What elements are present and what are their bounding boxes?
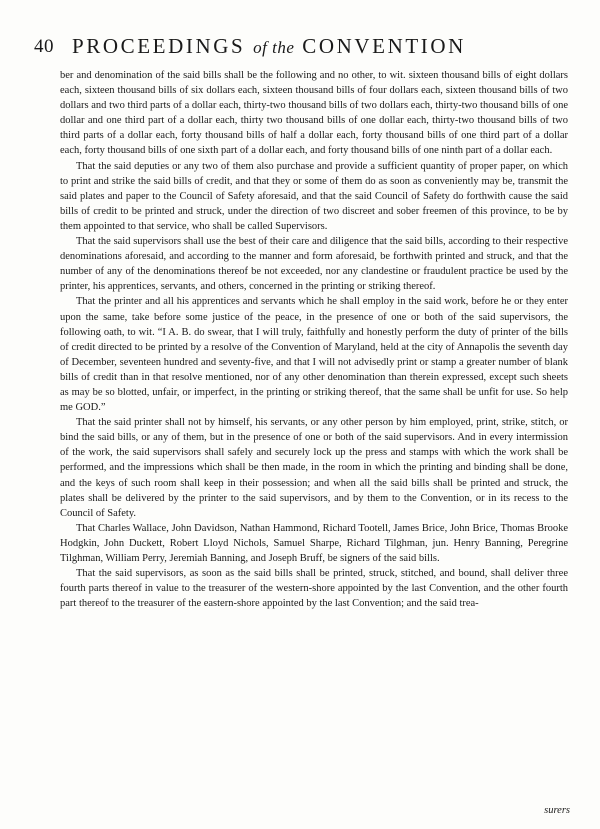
paragraph-7: That the said supervisors, as soon as the said bills shall be printed, struck, stitched, and bound, shall deliver three fourth parts thereof in value to the treasurer of the western-shore appointed by the last Convention, and the other fourth part thereof to the treasurer of the eastern-shore appointed by the last Convention; and the said trea- [60, 568, 568, 610]
body-text [60, 68, 568, 611]
running-head-of: of the [253, 38, 295, 57]
running-head-part1: PROCEEDINGS [72, 34, 246, 58]
catchword: surers [544, 805, 570, 816]
page-number: 40 [34, 36, 54, 57]
paragraph-6: That Charles Wallace, John Davidson, Nathan Hammond, Richard Tootell, James Brice, John Brice, Thomas Brooke Hodgkin, John Duckett, Robert Lloyd Nichols, Samuel Sharpe, Richard Tilghman, jun. Henry Banning, Peregrine Tilghman, William Perry, Jeremiah Banning, and Joseph Bruff, be signers of the said bills. [60, 522, 568, 564]
running-head-part2: CONVENTION [302, 34, 466, 58]
paragraph-4: That the printer and all his apprentices and servants which he shall employ in the said work, before he or they enter upon the same, take before some justice of the peace, in the presence of one or both of the said supervisors, the following oath, to wit. “I A. B. do swear, that I will truly, faithfully and honestly perform the duty of printer of the bills of credit directed to be printed by a resolve of the Convention of Maryland, held at the city of Annapolis the seventh day of December, seventeen hundred and seventy-five, and that I will not advisedly print or stamp a greater number of blank bills of credit than in that resolve mentioned, nor of any other denomination than therein expressed, except such sheets as may be so blotted, unfair, or imperfect, in the printing or striking thereof, that the same shall be unfit for use. So help me GOD.” [60, 296, 568, 414]
paragraph-1: ber and denomination of the said bills shall be the following and no other, to wit. sixteen thousand bills of eight dollars each, sixteen thousand bills of six dollars each, sixteen thousand bills of four dollars each, sixteen thousand bills of two dollars and two third parts of a dollar each, thirty-two thousand bills of two dollars each, thirty-two thousand bills of one dollar and one third part of a dollar each, thirty two thousand bills of one dollar each, thirty-two thousand bills of two third parts of a dollar each, forty thousand bills of half a dollar each, forty thousand bills of one third part of a dollar each, forty thousand bills of one sixth part of a dollar each, and forty thousand bills of one ninth part of a dollar each. [60, 70, 568, 157]
running-head [72, 34, 466, 59]
paragraph-5: That the said printer shall not by himself, his servants, or any other person by him employed, print, strike, stitch, or bind the said bills, or any of them, but in the presence of one or both of the said supervisors. And in every intermission of the work, the said supervisors shall safely and securely lock up the press and stamps with which the work shall be performed, and the impressions which shall be then made, in the room in which the printing and binding shall be done, and the keys of such room shall keep in their possession; and when all the said bills shall be printed and struck, the plates shall be delivered by the printer to the said supervisors, and by them to the Convention, or in its recess to the Council of Safety. [60, 417, 568, 519]
page-header [34, 30, 574, 64]
paragraph-2: That the said deputies or any two of them also purchase and provide a sufficient quantity of proper paper, on which to print and strike the said bills of credit, and that they or some of them do as soon as conveniently may be, transmit the said plates and paper to the Council of Safety aforesaid, and that the said Council of Safety do forthwith cause the said bills of credit to be printed and struck, under the direction of two discreet and sober freemen of this province, to be by them appointed to that service, who shall be called Supervisors. [60, 160, 568, 232]
paragraph-3: That the said supervisors shall use the best of their care and diligence that the said bills, according to their respective denominations aforesaid, and according to the manner and form aforesaid, be forthwith printed and struck, and that the number of any of the denominations thereof be not exceeded, nor any clandestine or fraudulent practice be used by the printer, his apprentices, servants, and others, concerned in the printing or striking thereof. [60, 236, 568, 293]
